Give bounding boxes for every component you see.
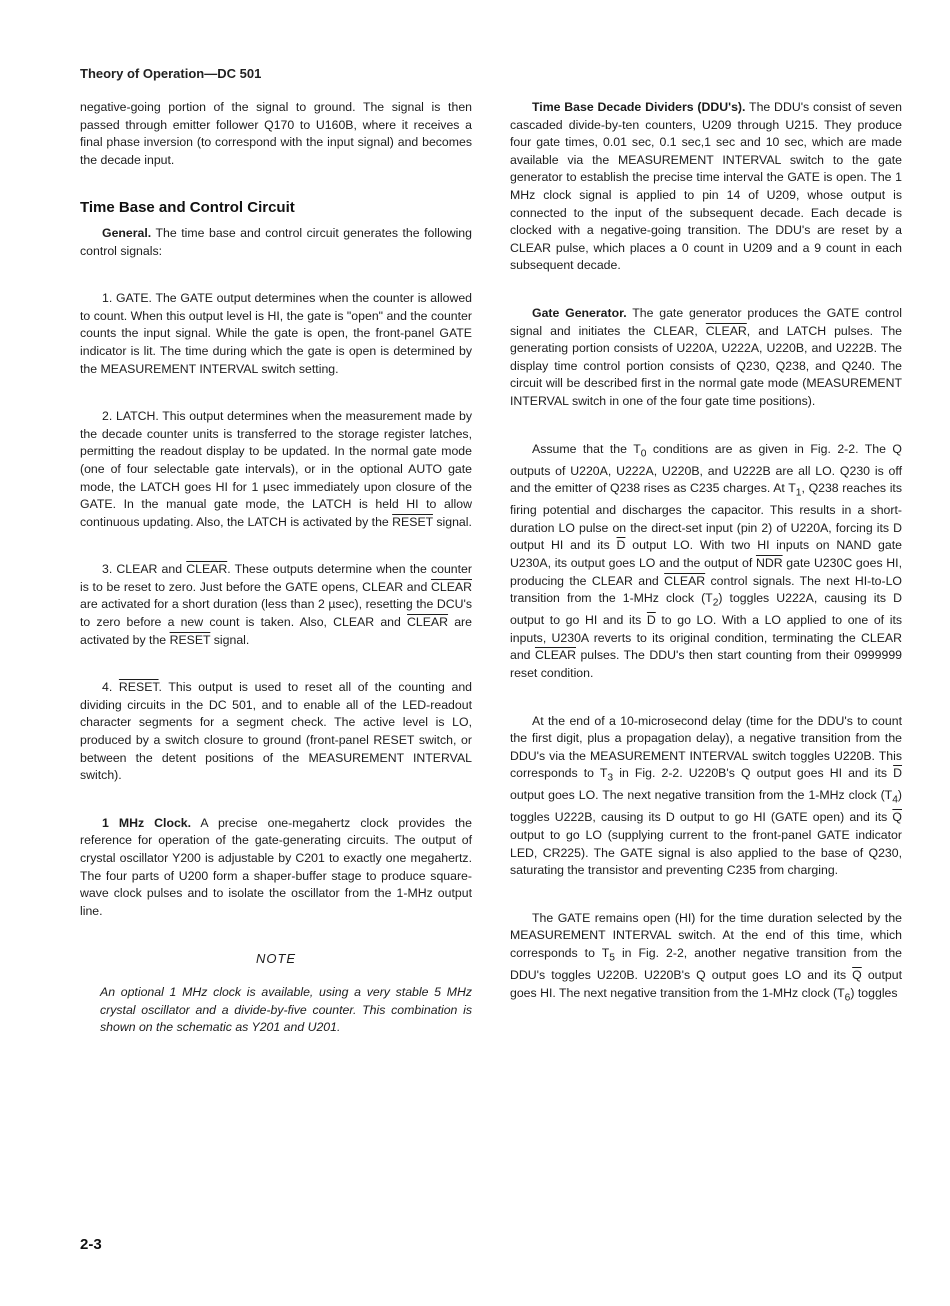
subscript: 4	[892, 794, 898, 806]
gate-generator-paragraph	[510, 305, 902, 411]
d-overbar: $\overline{D}$	[646, 613, 656, 628]
text: output goes HI. The next negative transition from the 1-MHz clock (T	[510, 968, 903, 1000]
ndr-overbar: $\overline{NDR}$	[755, 555, 783, 570]
text: in Fig. 2-2, another negative transition from the DDU's toggles U220B. U220B's Q output goes LO and its	[510, 946, 903, 983]
q-overbar: $\overline{Q}$	[852, 968, 862, 983]
right-column	[510, 99, 902, 1037]
reset-overbar: RESET	[392, 514, 433, 529]
assume-paragraph	[510, 441, 902, 683]
clear-overbar: CLEAR	[430, 579, 472, 594]
clock-paragraph	[80, 815, 472, 921]
page-header: Theory of Operation—DC 501	[80, 66, 262, 81]
latch-text: 2. LATCH. This output determines when the measurement made by the decade counter units is transferred to the storage register latches, permitting the readout display to be updated. In the normal gate mode (one of four selectable gate intervals), or in the optional AUTO gate mode, the LATCH goes HI for 1 µsec immediately upon closure of the GATE. In the manual gate mode, the LATCH is held HI to allow continuous updating. Also, the LATCH is activated by the	[80, 409, 472, 529]
text: output LO. With two HI inputs on NAND gate U230A, its output goes LO and the output of	[510, 538, 902, 570]
delay-paragraph	[510, 713, 902, 880]
clock-heading: 1 MHz Clock.	[102, 815, 192, 830]
reset-overbar: RESET	[118, 680, 159, 695]
gate-paragraph: 1. GATE. The GATE output determines when the counter is allowed to count. When this output level is HI, the gate is "open" and the counter counts the input signal. While the gate is open, the front-panel GATE indicator is lit. The time during which the gate is open is determined by the MEASUREMENT INTERVAL switch setting.	[80, 291, 472, 376]
clear-text: 3. CLEAR and	[102, 562, 187, 577]
page-number: 2-3	[80, 1236, 102, 1253]
text: conditions are as given in Fig. 2-2. The Q outputs of U220A, U222A, U220B, and U222B are all LO. Q230 is off and the emitter of Q238 rises as C235 charges. At T	[510, 441, 902, 496]
q-overbar: $\overline{Q}$	[892, 810, 902, 825]
text: pulses. The DDU's then start counting from their 0999999 reset condition.	[510, 648, 902, 680]
ddu-paragraph	[510, 99, 902, 275]
subscript: 6	[844, 992, 851, 1004]
note-title: NOTE	[255, 951, 297, 967]
subscript: 3	[607, 772, 614, 784]
text: ) toggles U222A, causing its D output to go HI and its	[510, 591, 902, 628]
reset-overbar: RESET	[169, 632, 211, 647]
reset-paragraph	[80, 679, 472, 785]
latch-paragraph	[80, 408, 472, 531]
text: output to go LO (supplying current to the front-panel GATE indicator LED, CR225). The GATE signal is also applied to the base of Q230, saturating the transistor and preventing C235 from charging.	[510, 828, 902, 878]
text: gate U230C goes HI, producing the CLEAR and	[510, 555, 903, 588]
clear-text: are activated by the	[80, 615, 472, 647]
text: to go LO. With a LO applied to one of its inputs, U230A reverts to its original condition, terminating the CLEAR and	[510, 613, 903, 663]
general-text: The time base and control circuit generates the following control signals:	[80, 225, 472, 258]
clear-overbar: CLEAR	[705, 323, 747, 338]
gg-text: The gate generator produces the GATE control signal and initiates the CLEAR,	[510, 305, 902, 338]
clear-text: signal.	[210, 632, 250, 647]
reset-text: . This output is used to reset all of the counting and dividing circuits in the DC 501, and to enable all of the LED-readout character segments for a segment check. The active level is LO, produced by a switch closure to ground (front-panel RESET switch, or between the detent positions of the MEASUREMENT INTERVAL switch).	[80, 680, 472, 783]
text: control signals. The next HI-to-LO transition from the 1-MHz clock (T	[510, 573, 902, 606]
intro-paragraph: negative-going portion of the signal to ground. The signal is then passed through emitter follower Q170 to U160B, where it receives a final phase inversion (to correspond with the input signal) and becomes the decade input.	[80, 100, 472, 167]
general-paragraph	[80, 225, 472, 260]
clear-text: are activated for a short duration (less than 2 µsec), resetting the DCU's to zero before a new count is taken. Also, CLEAR and	[80, 597, 472, 630]
text: output goes LO. The next negative transition from the 1-MHz clock (T	[510, 788, 893, 803]
ddu-heading: Time Base Decade Dividers (DDU's).	[532, 100, 746, 114]
latch-text-end: signal.	[432, 514, 472, 529]
d-overbar: $\overline{D}$	[893, 766, 903, 781]
clear-overbar: CLEAR	[407, 615, 449, 630]
text: Assume that the T	[532, 441, 641, 456]
text: ) toggles U222B, causing its D output to go HI (GATE open) and its	[510, 788, 902, 825]
note-body: An optional 1 MHz clock is available, using a very stable 5 MHz crystal oscillator and a divide-by-five counter. This combination is shown on the schematic as Y201 and U201.	[100, 984, 472, 1035]
clear-paragraph	[80, 561, 472, 649]
ddu-text: The DDU's consist of seven cascaded divide-by-ten counters, U209 through U215. They produce four gate times, 0.01 sec, 0.1 sec,1 sec and 10 sec, which are made available via the MEASUREMENT INTERVAL switch to the gate generator to establish the precise time interval the GATE is open. The 1 MHz clock signal is applied to pin 14 of U209, whose output is connected to the input of the subsequent decade. Each decade is clocked with a negative-going transition. The DDU's are reset by a CLEAR pulse, which places a 0 count in U209 and a 9 count in each subsequent decade.	[510, 100, 903, 273]
section-title: Time Base and Control Circuit	[80, 199, 295, 217]
general-heading: General.	[102, 225, 152, 240]
reset-text: 4.	[102, 680, 119, 695]
text: , Q238 reaches its firing potential and discharges the capacitor. This results in a short-duration LO pulse on the direct-set input (pin 2) of U220A, forcing its D output HI and its	[510, 481, 902, 553]
gate-generator-heading: Gate Generator.	[532, 305, 627, 320]
gate-open-paragraph	[510, 910, 902, 1007]
subscript: 1	[795, 487, 802, 499]
subscript: 2	[712, 597, 719, 609]
text: The GATE remains open (HI) for the time duration selected by the MEASUREMENT INTERVAL switch. At the end of this time, which corresponds to T	[510, 910, 902, 961]
clear-text: . These outputs determine when the counter is to be reset to zero. Just before the GATE opens, CLEAR and	[80, 562, 472, 594]
clear-overbar: CLEAR	[534, 648, 576, 663]
clear-overbar: CLEAR	[186, 562, 228, 577]
subscript: 5	[609, 952, 615, 964]
text: in Fig. 2-2. U220B's Q output goes HI and its	[613, 766, 894, 781]
subscript: 0	[640, 447, 647, 459]
left-column	[80, 99, 472, 1037]
clear-overbar: CLEAR	[664, 573, 706, 588]
text: ) toggles	[850, 985, 898, 1000]
text: At the end of a 10-microsecond delay (time for the DDU's to count the first digit, plus a propagation delay), a negative transition from the DDU's via the MEASUREMENT INTERVAL switch toggles U220B. This corresponds to T	[510, 713, 902, 781]
gg-text: , and LATCH pulses. The generating portion consists of U220A, U222A, U220B, and U222B. The display time control portion consists of Q230, Q238, and Q240. The circuit will be described first in the normal gate mode (MEASUREMENT INTERVAL switch in one of the four gate time positions).	[510, 323, 902, 408]
clock-text: A precise one-megahertz clock provides the reference for operation of the gate-generating circuits. The output of crystal oscillator Y200 is adjustable by C201 to exactly one megahertz. The four parts of U200 form a shaper-buffer stage to produce square-wave clock pulses and to isolate the oscillator from the 1-MHz output line.	[80, 815, 472, 918]
d-overbar: $\overline{D}$	[616, 538, 626, 553]
